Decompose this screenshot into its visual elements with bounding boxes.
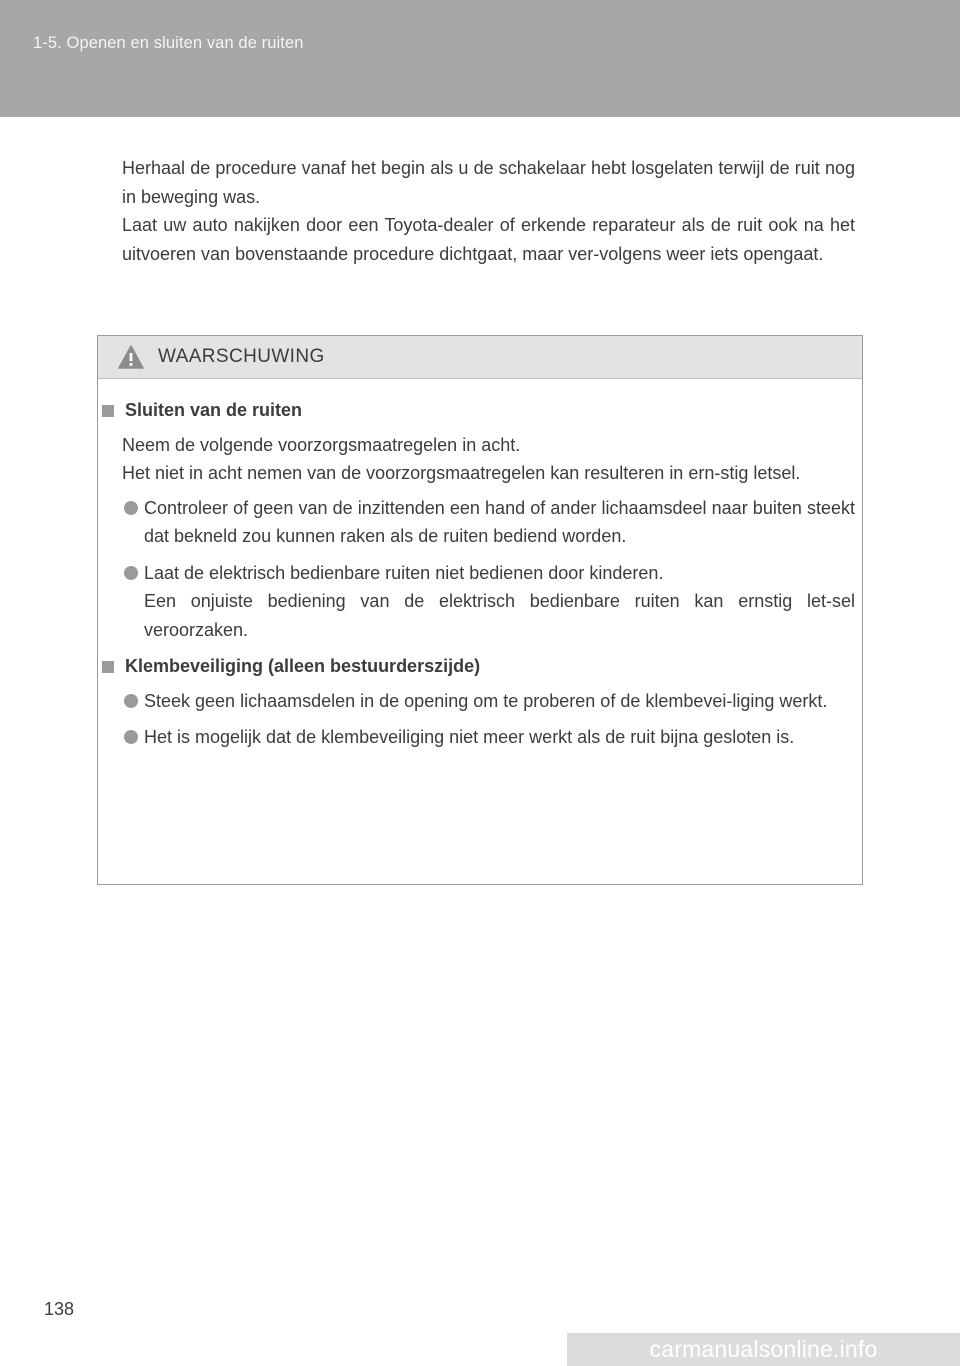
intro-paragraph: Herhaal de procedure vanaf het begin als u de schakelaar hebt losgelaten terwijl de ruit nog in beweging was. <box>122 158 855 207</box>
warning-box <box>97 335 863 885</box>
page-number: 138 <box>44 1299 75 1319</box>
list-item: Controleer of geen van de inzittenden een hand of ander lichaamsdeel naar buiten steekt dat bekneld zou kunnen raken als de ruiten bediend worden. <box>144 494 855 551</box>
list-item: Het is mogelijk dat de klembeveiliging niet meer werkt als de ruit bijna gesloten is. <box>144 723 855 752</box>
section-title: 1-5. Openen en sluiten van de ruiten <box>33 34 304 52</box>
watermark-link[interactable]: carmanualsonline.info <box>567 1333 960 1366</box>
text-line: Het niet in acht nemen van de voorzorgsmaatregelen kan resulteren in ern-stig letsel. <box>122 463 801 483</box>
square-bullet-icon <box>102 661 114 673</box>
circle-bullet-icon <box>124 566 138 580</box>
square-bullet-icon <box>102 405 114 417</box>
warning-body <box>98 396 862 752</box>
list-item: Steek geen lichaamsdelen in de opening om te proberen of de klembevei-liging werkt. <box>144 687 855 716</box>
circle-bullet-icon <box>124 730 138 744</box>
list-item: Laat de elektrisch bedienbare ruiten niet bedienen door kinderen. Een onjuiste bediening van de elektrisch bedienbare ruiten kan ernstig let-sel veroorzaken. <box>144 559 855 645</box>
intro-text <box>122 154 855 268</box>
section-heading: Sluiten van de ruiten <box>100 396 862 425</box>
page-header <box>0 0 960 117</box>
section-heading: Klembeveiliging (alleen bestuurderszijde) <box>100 652 862 681</box>
text-line: Neem de volgende voorzorgsmaatregelen in acht. <box>122 434 521 455</box>
section-text <box>122 431 855 488</box>
warning-triangle-icon <box>118 345 144 369</box>
circle-bullet-icon <box>124 694 138 708</box>
warning-title: WAARSCHUWING <box>158 346 325 367</box>
warning-header <box>98 336 862 379</box>
intro-paragraph: Laat uw auto nakijken door een Toyota-dealer of erkende reparateur als de ruit ook na het uitvoeren van bovenstaande procedure dichtgaat, maar ver-volgens weer iets opengaat. <box>122 215 855 264</box>
circle-bullet-icon <box>124 501 138 515</box>
